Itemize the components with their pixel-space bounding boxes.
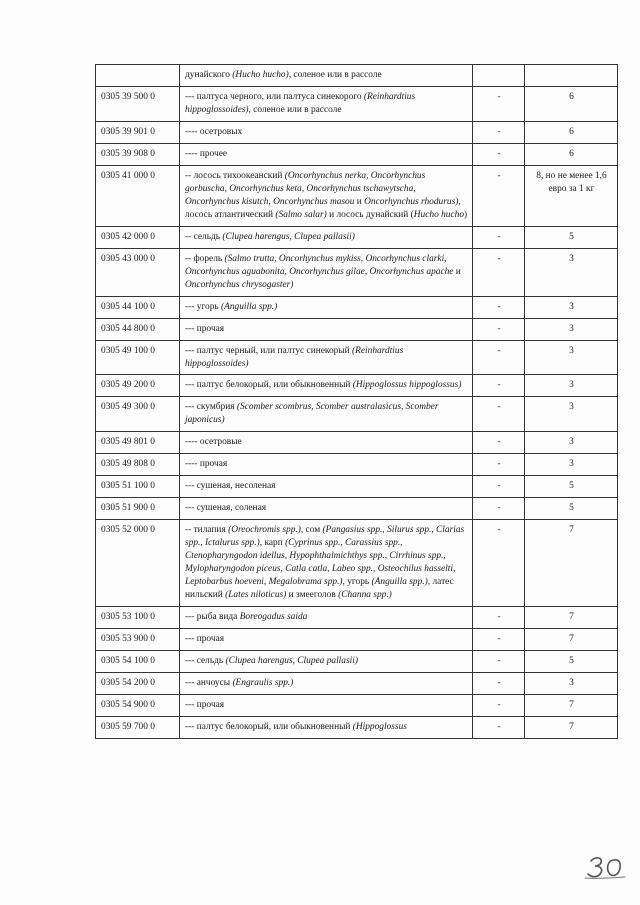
description-text: --- анчоусы [185,677,233,688]
rate-cell: 6 [525,121,618,143]
unit-cell: - [473,454,525,476]
rate-cell: 3 [525,397,618,432]
latin-name-text: (Clupea harengus, Clupea pallasii) [225,656,358,666]
table-row [96,375,618,397]
rate-cell: 3 [525,432,618,454]
description-text: -- тилапия [185,525,229,536]
description-cell [180,498,473,520]
description-text: и лосось дунайский ( [326,209,414,220]
description-cell [180,86,473,121]
latin-name-text: (Salmo trutta, Oncorhynchus mykiss, Oncorhynchus clarki, Oncorhynchus aguabonita, Oncorhynchus gilae, Oncorhynchus apache [185,253,454,277]
description-text: --- прочая [185,699,225,710]
code-cell: 0305 41 000 0 [96,165,180,226]
table-row [96,629,618,651]
description-text: и змееголов [286,590,339,601]
description-cell [180,296,473,318]
latin-name-text: Oncorhynchus chrysogaster) [185,279,294,290]
table-row [96,143,618,165]
code-cell: 0305 53 100 0 [96,607,180,629]
description-text: , карп [259,538,286,549]
unit-cell: - [473,397,525,432]
latin-name-text: (Engraulis spp.) [232,677,294,688]
code-cell: 0305 42 000 0 [96,226,180,248]
latin-name-text: (Channa spp.) [338,590,392,601]
rate-cell: 3 [525,454,618,476]
rate-cell: 7 [525,520,618,607]
code-cell: 0305 53 900 0 [96,629,180,651]
code-cell: 0305 52 000 0 [96,520,180,607]
latin-name-text: (Oreochromis spp.) [228,525,301,536]
rate-cell: 3 [525,672,618,694]
latin-name-text: (Hucho hucho) [232,70,289,80]
rate-cell: 7 [525,629,618,651]
handwritten-page-number [583,852,627,880]
description-cell [180,121,473,143]
unit-cell: - [473,86,525,121]
code-cell: 0305 44 100 0 [96,296,180,318]
unit-cell: - [473,476,525,498]
unit-cell: - [473,694,525,716]
code-cell: 0305 54 900 0 [96,694,180,716]
description-text: --- палтус белокорый, или обыкновенный [185,721,353,732]
description-text: --- прочая [185,323,225,334]
description-text: и [453,266,461,277]
unit-cell: - [473,607,525,629]
code-cell: 0305 43 000 0 [96,248,180,296]
unit-cell: - [473,143,525,165]
code-cell: 0305 54 100 0 [96,651,180,673]
table-row [96,296,618,318]
unit-cell: - [473,226,525,248]
rate-cell [525,65,618,87]
description-text: , соленое или в рассоле [248,104,342,115]
latin-name-text: (Anguilla spp.) [371,577,428,588]
latin-name-text: (Cyprinus spp., Carassius spp., Ctenopharyngodon idellus, Hypophthalmichthys spp., Cirrhinus spp., Mylopharyngodon piceus, Catla catla, Labeo spp., Osteochilus hasselti, Leptobarbus hoeveni, Megalobrama spp.) [185,538,456,588]
description-cell [180,672,473,694]
table-row [96,86,618,121]
tariff-table-body [96,65,618,739]
latin-name-text: (Anguilla spp.) [221,301,278,312]
description-text: , угорь [342,577,372,588]
rate-cell: 3 [525,318,618,340]
latin-name-text: (Pangasius spp., Silurus spp., Clarias spp., Ictalurus spp.) [185,525,465,549]
rate-cell: 3 [525,375,618,397]
rate-cell: 5 [525,498,618,520]
rate-cell: 6 [525,143,618,165]
unit-cell: - [473,672,525,694]
table-row [96,121,618,143]
description-text: ) [464,209,468,220]
table-row [96,651,618,673]
rate-cell: 3 [525,340,618,375]
table-row [96,716,618,738]
latin-name-text: Hucho hucho [413,209,465,220]
latin-name-text: Oncorhynchus rhodurus) [364,196,459,207]
unit-cell: - [473,340,525,375]
description-cell [180,65,473,87]
latin-name-text: (Reinhardtius hippoglossoides) [185,345,404,369]
code-cell: 0305 44 800 0 [96,318,180,340]
description-text: -- форель [185,253,225,264]
rate-cell: 7 [525,694,618,716]
code-cell: 0305 39 500 0 [96,86,180,121]
rate-cell: 5 [525,651,618,673]
table-row [96,432,618,454]
unit-cell [473,65,525,87]
code-cell: 0305 59 700 0 [96,716,180,738]
description-text: , лосось атлантический [185,196,461,220]
description-text: --- сушеная, соленая [185,503,267,514]
latin-name-text: (Lates niloticus) [225,590,287,601]
description-cell [180,476,473,498]
description-text: ---- осетровые [185,437,242,448]
rate-cell: 5 [525,476,618,498]
table-row [96,672,618,694]
unit-cell: - [473,716,525,738]
description-cell [180,397,473,432]
latin-name-text: Boreogadus saida [239,612,308,623]
table-row [96,248,618,296]
unit-cell: - [473,165,525,226]
latin-name-text: (Oncorhynchus nerka, Oncorhynchus gorbuscha, Oncorhynchus keta, Oncorhynchus tschawytscha, Oncorhynchus kisutch, Oncorhynchus masou [185,170,426,207]
latin-name-text: (Salmo salar) [275,209,327,220]
description-cell [180,318,473,340]
code-cell: 0305 49 200 0 [96,375,180,397]
table-row [96,498,618,520]
description-text: --- палтуса черного, или палтуса синекорого [185,91,364,102]
description-cell [180,694,473,716]
code-cell: 0305 39 908 0 [96,143,180,165]
code-cell [96,65,180,87]
table-row [96,340,618,375]
table-row [96,520,618,607]
code-cell: 0305 54 200 0 [96,672,180,694]
code-cell: 0305 49 300 0 [96,397,180,432]
latin-name-text: (Scomber scombrus, Scomber australasicus, Scomber japonicus) [185,402,439,426]
description-text: и [354,196,365,207]
description-cell [180,607,473,629]
table-row [96,318,618,340]
description-text: ---- осетровых [185,126,243,137]
latin-name-text: (Reinhardtius hippoglossoides) [185,91,416,115]
description-text: -- сельдь [185,231,223,242]
description-text: --- палтус белокорый, или обыкновенный [185,380,353,391]
description-cell [180,432,473,454]
description-cell [180,629,473,651]
rate-cell: 8, но не менее 1,6 евро за 1 кг [525,165,618,226]
description-text: , сом [300,525,323,536]
description-text: , латес нильский [185,577,454,601]
rate-cell: 5 [525,226,618,248]
rate-cell: 3 [525,296,618,318]
description-text: --- скумбрия [185,402,237,413]
table-row [96,694,618,716]
description-text: --- рыба вида [185,612,240,623]
rate-cell: 3 [525,248,618,296]
rate-cell: 7 [525,716,618,738]
description-text: , соленое или в рассоле [288,70,382,80]
description-text: --- сушеная, несоленая [185,481,276,492]
description-cell [180,375,473,397]
description-cell [180,165,473,226]
table-row [96,454,618,476]
description-cell [180,651,473,673]
unit-cell: - [473,498,525,520]
description-text: --- сельдь [185,656,226,666]
description-text: ---- прочее [185,148,228,159]
table-row [96,226,618,248]
unit-cell: - [473,651,525,673]
description-cell [180,716,473,738]
description-text: -- лосось тихоокеанский [185,170,285,181]
code-cell: 0305 51 100 0 [96,476,180,498]
description-cell [180,520,473,607]
unit-cell: - [473,121,525,143]
unit-cell: - [473,318,525,340]
code-cell: 0305 39 901 0 [96,121,180,143]
code-cell: 0305 49 801 0 [96,432,180,454]
description-text: ---- прочая [185,459,228,470]
latin-name-text: (Hippoglossus [352,721,407,732]
rate-cell: 6 [525,86,618,121]
code-cell: 0305 49 100 0 [96,340,180,375]
description-text: --- прочая [185,634,225,645]
description-text: --- палтус черный, или палтус синекорый [185,345,353,356]
table-row [96,65,618,87]
description-cell [180,143,473,165]
unit-cell: - [473,432,525,454]
unit-cell: - [473,375,525,397]
table-row [96,476,618,498]
latin-name-text: (Clupea harengus, Clupea pallasii) [222,231,355,242]
tariff-table [95,64,618,739]
code-cell: 0305 49 808 0 [96,454,180,476]
latin-name-text: (Hippoglossus hippoglossus) [352,380,462,391]
description-text: дунайского [185,70,233,80]
description-cell [180,226,473,248]
unit-cell: - [473,248,525,296]
table-row [96,397,618,432]
table-row [96,607,618,629]
table-row [96,165,618,226]
description-cell [180,340,473,375]
unit-cell: - [473,296,525,318]
rate-cell: 7 [525,607,618,629]
description-cell [180,454,473,476]
code-cell: 0305 51 900 0 [96,498,180,520]
unit-cell: - [473,520,525,607]
description-text: --- угорь [185,301,222,312]
description-cell [180,248,473,296]
unit-cell: - [473,629,525,651]
